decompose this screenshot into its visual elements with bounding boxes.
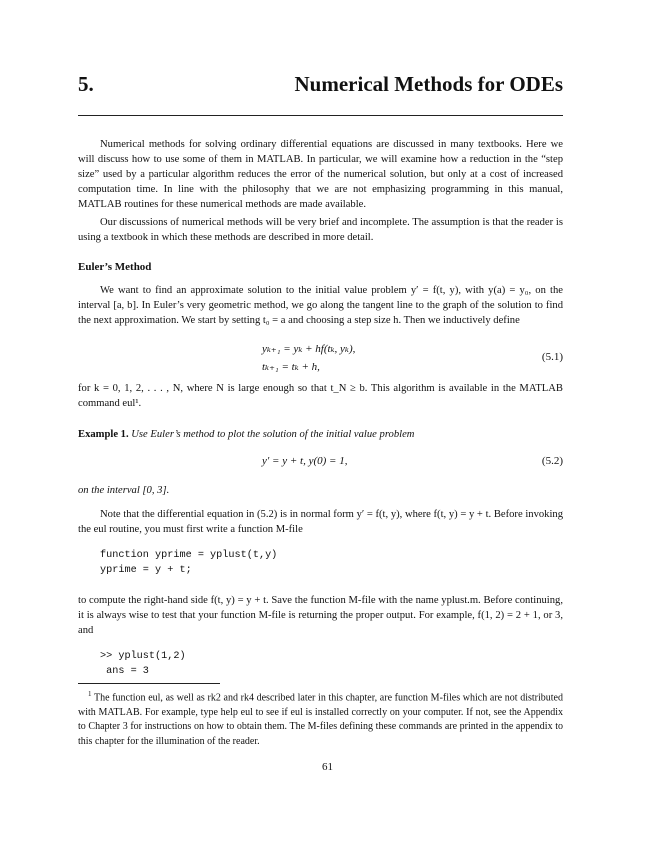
- example-label: Example 1.: [78, 429, 129, 440]
- equation-5-1-line-2: tₖ₊₁ = tₖ + h,: [262, 361, 320, 373]
- example-paragraph-2: to compute the right-hand side f(t, y) = y + t. Save the function M-file with the name yplust.m. Before continuing, it is always wise to test that your function M-file is returning the proper output. For example, f(1, 2) = 2 + 1, or 3, and: [78, 595, 563, 636]
- equation-5-1-number: (5.1): [541, 351, 563, 363]
- code-block-function: function yprime = yplust(t,y) yprime = y + t;: [100, 550, 278, 576]
- intro-paragraph-1: Numerical methods for solving ordinary differential equations are discussed in many textbooks. Here we will discuss how to use some of them in MATLAB. In particular, we will examine how a reduction in the “step size” used by a particular algorithm reduces the error of the numerical solution, but only at a cost of increased computation time. In line with the philosophy that we are not emphasizing programming in this manual, MATLAB routines for these numerical methods are made available.: [78, 139, 563, 210]
- intro-paragraph-2: Our discussions of numerical methods will be very brief and incomplete. The assumption is that the reader is using a textbook in which these methods are described in more detail.: [78, 217, 563, 243]
- chapter-title: Numerical Methods for ODEs: [294, 72, 563, 96]
- footnote-rule: [78, 683, 220, 684]
- page-number: 61: [322, 761, 333, 773]
- euler-paragraph-2: for k = 0, 1, 2, . . . , N, where N is large enough so that t_N ≥ b. This algorithm is available in the MATLAB command eul¹.: [78, 383, 563, 409]
- footnote-text: The function eul, as well as rk2 and rk4 described later in this chapter, are function M-files which are not distributed with MATLAB. For example, type help eul to see if eul is installed correctly on your computer. If not, see the Appendix to Chapter 3 for instructions on how to obtain them. The M-files defining these commands are printed in the appendix to this chapter for the illumination of the reader.: [78, 692, 563, 747]
- euler-paragraph-1: We want to find an approximate solution to the initial value problem y′ = f(t, y), with y(a) = y₀, on the interval [a, b]. In Euler’s very geometric method, we go along the tangent line to the graph of the solution to find the next approximation. We start by setting t₀ = a and choosing a step size h. Then we inductively define: [78, 285, 563, 326]
- footnote-marker: 1: [88, 690, 92, 698]
- equation-5-2: y′ = y + t, y(0) = 1,: [262, 455, 348, 467]
- section-heading: Euler’s Method: [78, 261, 152, 273]
- example-paragraph-1: Note that the differential equation in (5.2) is in normal form y′ = f(t, y), where f(t, y) = y + t. Before invoking the eul routine, you must first write a function M-file: [78, 509, 563, 535]
- code-block-test: >> yplust(1,2) ans = 3: [100, 651, 186, 677]
- title-rule: [78, 115, 563, 116]
- chapter-number: 5.: [78, 72, 94, 96]
- example-interval: on the interval [0, 3].: [78, 485, 170, 496]
- equation-5-1-line-1: yₖ₊₁ = yₖ + hf(tₖ, yₖ),: [262, 343, 356, 355]
- example-heading: [78, 427, 563, 442]
- equation-5-2-number: (5.2): [541, 455, 563, 467]
- footnote: [78, 687, 563, 749]
- example-statement: Use Euler’s method to plot the solution of the initial value problem: [131, 429, 415, 440]
